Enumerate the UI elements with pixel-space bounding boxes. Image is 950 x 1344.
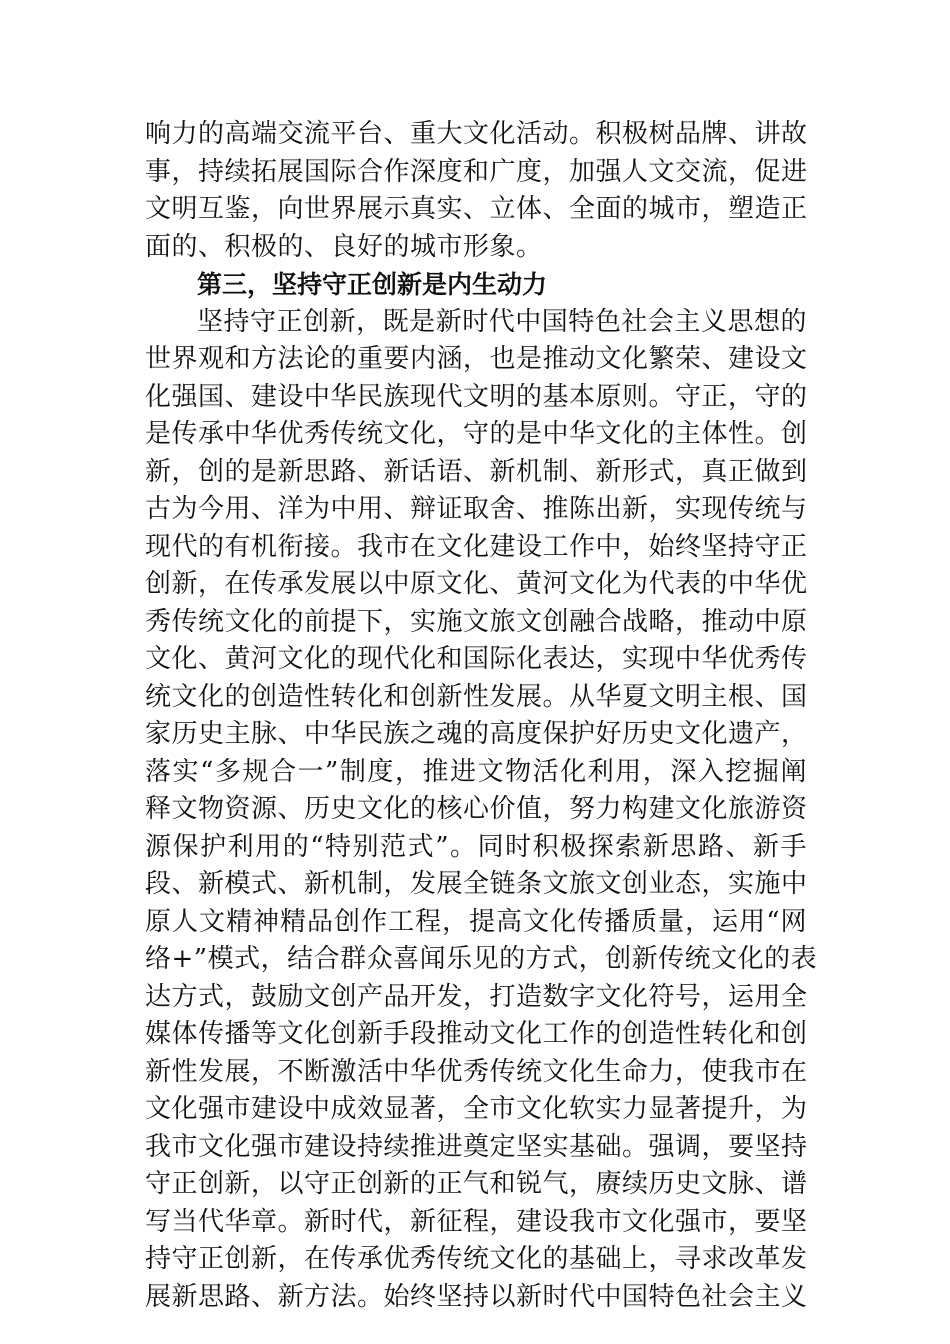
text-line: 新，创的是新思路、新话语、新机制、新形式，真正做到 — [145, 456, 808, 487]
text-line: 事，持续拓展国际合作深度和广度，加强人文交流，促进 — [145, 156, 808, 187]
text-line: 面的、积极的、良好的城市形象。 — [145, 231, 543, 262]
text-line: 写当代华章。新时代，新征程，建设我市文化强市，要坚 — [145, 1206, 808, 1237]
text-line: 释文物资源、历史文化的核心价值，努力构建文化旅游资 — [145, 794, 808, 824]
text-line: 坚持守正创新，既是新时代中国特色社会主义思想的 — [197, 306, 807, 337]
text-line: 持守正创新，在传承优秀传统文化的基础上，寻求改革发 — [145, 1244, 808, 1274]
text-line: 原人文精神精品创作工程，提高文化传播质量，运用“网 — [145, 906, 807, 937]
text-line: 世界观和方法论的重要内涵，也是推动文化繁荣、建设文 — [145, 344, 808, 374]
paragraph-2 — [145, 304, 818, 1317]
text-line: 文化强市建设中成效显著，全市文化软实力显著提升，为 — [145, 1094, 808, 1124]
text-line: 守正创新，以守正创新的正气和锐气，赓续历史文脉、谱 — [145, 1169, 808, 1199]
document-page — [145, 116, 818, 1316]
text-line: 我市文化强市建设持续推进奠定坚实基础。强调，要坚持 — [145, 1131, 808, 1162]
text-line: 展新思路、新方法。始终坚持以新时代中国特色社会主义 — [145, 1281, 808, 1312]
text-line: 秀传统文化的前提下，实施文旅文创融合战略，推动中原 — [145, 606, 808, 637]
text-line: 创新，在传承发展以中原文化、黄河文化为代表的中华优 — [145, 569, 808, 599]
text-line: 新性发展，不断激活中华优秀传统文化生命力，使我市在 — [145, 1056, 808, 1087]
text-line: 络+”模式，结合群众喜闻乐见的方式，创新传统文化的表 — [145, 944, 818, 974]
text-line: 源保护利用的“特别范式”。同时积极探索新思路、新手 — [145, 831, 807, 862]
text-line: 达方式，鼓励文创产品开发，打造数字文化符号，运用全 — [145, 981, 808, 1012]
text-line: 段、新模式、新机制，发展全链条文旅文创业态，实施中 — [145, 869, 808, 899]
text-line: 统文化的创造性转化和创新性发展。从华夏文明主根、国 — [145, 681, 808, 712]
text-line: 化强国、建设中华民族现代文明的基本原则。守正，守的 — [145, 381, 808, 412]
text-line: 是传承中华优秀传统文化，守的是中华文化的主体性。创 — [145, 419, 808, 449]
text-line: 现代的有机衔接。我市在文化建设工作中，始终坚持守正 — [145, 531, 808, 562]
paragraph-1 — [145, 116, 807, 266]
text-line: 落实“多规合一”制度，推进文物活化利用，深入挖掘阐 — [145, 756, 807, 787]
text-line: 文化、黄河文化的现代化和国际化表达，实现中华优秀传 — [145, 644, 808, 674]
text-line: 文明互鉴，向世界展示真实、立体、全面的城市，塑造正 — [145, 194, 808, 224]
text-line: 媒体传播等文化创新手段推动文化工作的创造性转化和创 — [145, 1019, 808, 1049]
text-line: 响力的高端交流平台、重大文化活动。积极树品牌、讲故 — [145, 119, 808, 149]
text-line: 家历史主脉、中华民族之魂的高度保护好历史文化遗产， — [145, 719, 808, 749]
section-heading: 第三，坚持守正创新是内生动力 — [197, 270, 548, 299]
text-line: 古为今用、洋为中用、辩证取舍、推陈出新，实现传统与 — [145, 494, 808, 524]
